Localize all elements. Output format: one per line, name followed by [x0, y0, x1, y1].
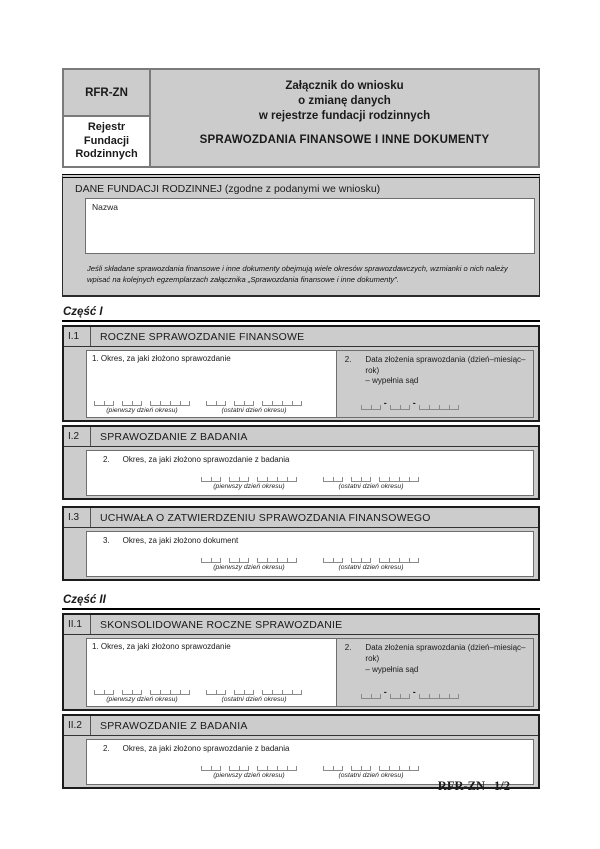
date-comb-day[interactable] [323, 766, 343, 771]
date-caption: (pierwszy dzień okresu) [213, 771, 285, 779]
date-field[interactable] [323, 477, 419, 482]
period-end-date [206, 401, 302, 414]
section-title: ROCZNE SPRAWOZDANIE FINANSOWE [100, 330, 305, 343]
period-label: 1. Okres, za jaki złożono sprawozdanie [92, 642, 231, 652]
date-comb-month[interactable] [229, 477, 249, 482]
date-comb-month[interactable] [390, 405, 410, 410]
date-comb-day[interactable] [201, 558, 221, 563]
date-separator: - [383, 686, 387, 697]
period-label: 1. Okres, za jaki złożono sprawozdanie [92, 353, 231, 363]
period-start-date [201, 477, 297, 490]
section-title: SKONSOLIDOWANE ROCZNE SPRAWOZDANIE [100, 619, 343, 632]
date-comb-year[interactable] [379, 766, 419, 771]
section-i1-body [64, 347, 538, 420]
period-field[interactable] [86, 739, 534, 785]
section-i3 [62, 506, 540, 581]
section-i2-body [64, 447, 538, 498]
period-field[interactable] [87, 639, 337, 705]
header-left-column [62, 68, 151, 168]
date-comb-day[interactable] [206, 401, 226, 406]
section-id: I.3 [64, 508, 91, 527]
date-separator: - [383, 398, 387, 409]
foundation-name-label: Nazwa [92, 202, 118, 212]
court-date-field[interactable] [337, 639, 533, 705]
court-date-label [345, 355, 527, 387]
date-field[interactable] [323, 766, 419, 771]
period-start-date [94, 690, 190, 703]
field-number: 2. [103, 455, 110, 465]
section-id: I.1 [64, 327, 91, 346]
section-id: II.2 [64, 716, 91, 735]
court-date-number: 2. [344, 354, 352, 364]
date-caption: (ostatni dzień okresu) [338, 771, 404, 779]
date-field[interactable] [206, 401, 302, 406]
period-start-date [94, 401, 190, 414]
date-field[interactable] [201, 766, 297, 771]
court-date-field[interactable] [337, 351, 533, 417]
court-date-combs[interactable] [361, 686, 527, 699]
period-label: 2. Okres, za jaki złożono sprawozdanie z badania [103, 743, 290, 753]
section-ii1 [62, 613, 540, 710]
form-subtitle: SPRAWOZDANIA FINANSOWE I INNE DOKUMENTY [199, 133, 490, 146]
court-date-text: Data złożenia sprawozdania (dzień–miesiąc–rok) [365, 354, 526, 375]
date-caption: (pierwszy dzień okresu) [106, 695, 178, 703]
footer-form-code: RFR-ZN [437, 779, 486, 793]
date-comb-day[interactable] [201, 477, 221, 482]
period-label: 3. Okres, za jaki złożono dokument [103, 536, 239, 546]
period-end-date [206, 690, 302, 703]
date-comb-month[interactable] [390, 694, 410, 699]
date-caption: (ostatni dzień okresu) [338, 564, 404, 572]
date-field[interactable] [94, 690, 190, 695]
date-field[interactable] [323, 558, 419, 563]
section-title: SPRAWOZDANIE Z BADANIA [100, 719, 248, 732]
date-caption: (ostatni dzień okresu) [221, 407, 287, 415]
date-comb-day[interactable] [323, 558, 343, 563]
date-comb-year[interactable] [419, 405, 459, 410]
period-end-date [323, 558, 419, 571]
section-id: II.1 [64, 615, 91, 634]
foundation-data-title: DANE FUNDACJI RODZINNEJ (zgodne z podanymi we wniosku) [75, 183, 381, 195]
date-caption: (pierwszy dzień okresu) [213, 564, 285, 572]
date-comb-day[interactable] [201, 766, 221, 771]
court-date-text2: – wypełnia sąd [365, 664, 419, 674]
period-start-date [201, 766, 297, 779]
date-comb-month[interactable] [229, 558, 249, 563]
date-comb-month[interactable] [234, 401, 254, 406]
date-comb-month[interactable] [122, 401, 142, 406]
period-field[interactable] [86, 450, 534, 496]
period-end-date [323, 766, 419, 779]
field-number: 2. [103, 743, 110, 753]
section-i3-head [64, 508, 538, 528]
footer-page-number: 1/2 [494, 779, 510, 793]
date-comb-month[interactable] [351, 766, 371, 771]
register-name [62, 117, 151, 168]
section-title: UCHWAŁA O ZATWIERDZENIU SPRAWOZDANIA FINANSOWEGO [100, 512, 431, 525]
section-ii1-head [64, 615, 538, 635]
date-separator: - [412, 398, 416, 409]
field-number: 3. [103, 536, 110, 546]
date-field[interactable] [206, 690, 302, 695]
date-comb-month[interactable] [229, 766, 249, 771]
date-comb-day[interactable] [206, 690, 226, 695]
foundation-name-field[interactable] [85, 198, 535, 254]
date-caption: (pierwszy dzień okresu) [106, 407, 178, 415]
date-comb-year[interactable] [150, 690, 190, 695]
section-i1 [62, 325, 540, 422]
section-i1-head [64, 327, 538, 347]
form-title [159, 79, 530, 124]
date-caption: (ostatni dzień okresu) [338, 483, 404, 491]
date-comb-month[interactable] [351, 558, 371, 563]
register-line: Rodzinnych [75, 148, 138, 161]
date-comb-day[interactable] [94, 401, 114, 406]
period-end-date [323, 477, 419, 490]
date-comb-year[interactable] [257, 766, 297, 771]
period-start-date [201, 558, 297, 571]
date-comb-month[interactable] [351, 477, 371, 482]
date-caption: (pierwszy dzień okresu) [213, 483, 285, 491]
section-i2 [62, 425, 540, 500]
court-date-text: Data złożenia sprawozdania (dzień–miesiąc–rok) [365, 643, 526, 663]
date-comb-year[interactable] [257, 477, 297, 482]
section-i2-head [64, 427, 538, 447]
page-footer [438, 779, 510, 794]
form-header [62, 68, 540, 168]
period-field[interactable] [87, 351, 337, 417]
period-field[interactable] [86, 531, 534, 577]
form-title-line: o zmianę danych [298, 94, 391, 107]
foundation-data-box [62, 174, 540, 297]
date-comb-year[interactable] [150, 401, 190, 406]
date-comb-day[interactable] [361, 694, 381, 699]
foundation-note: Jeśli składane sprawozdania finansowe i inne dokumenty obejmują wiele okresów sprawozdawczych, wzmianki o nich należy wpisać na kolejnych egzemplarzach załącznika „Sprawozdania finansowe i inne dokumenty”. [87, 264, 508, 285]
date-comb-month[interactable] [122, 690, 142, 695]
form-code: RFR-ZN [62, 68, 151, 117]
date-comb-year[interactable] [257, 558, 297, 563]
date-comb-year[interactable] [262, 690, 302, 695]
date-comb-month[interactable] [234, 690, 254, 695]
court-date-text2: – wypełnia sąd [365, 376, 419, 386]
form-page [62, 68, 540, 789]
date-comb-year[interactable] [262, 401, 302, 406]
date-comb-day[interactable] [323, 477, 343, 482]
court-date-combs[interactable] [361, 400, 527, 410]
date-field[interactable] [201, 477, 297, 482]
date-comb-year[interactable] [419, 694, 459, 699]
part-heading-2: Część II [62, 594, 540, 610]
part-heading-1: Część I [62, 306, 540, 322]
register-line: Rejestr [87, 120, 126, 133]
date-field[interactable] [94, 401, 190, 406]
section-ii2-head [64, 716, 538, 736]
date-comb-year[interactable] [379, 477, 419, 482]
date-separator: - [412, 686, 416, 697]
date-caption: (ostatni dzień okresu) [221, 695, 287, 703]
form-title-line: Załącznik do wniosku [285, 80, 404, 92]
court-date-label [345, 643, 527, 675]
court-date-number: 2. [344, 643, 352, 653]
date-comb-year[interactable] [379, 558, 419, 563]
section-id: I.2 [64, 427, 91, 446]
register-line: Fundacji [83, 134, 130, 147]
date-comb-day[interactable] [361, 405, 381, 410]
date-comb-day[interactable] [94, 690, 114, 695]
section-title: SPRAWOZDANIE Z BADANIA [100, 431, 248, 444]
period-label: 2. Okres, za jaki złożono sprawozdanie z badania [103, 455, 290, 465]
section-ii2 [62, 714, 540, 789]
header-title-panel [151, 68, 540, 168]
section-i3-body [64, 528, 538, 579]
section-ii1-body [64, 635, 538, 708]
date-field[interactable] [201, 558, 297, 563]
form-title-line: w rejestrze fundacji rodzinnych [258, 109, 431, 122]
